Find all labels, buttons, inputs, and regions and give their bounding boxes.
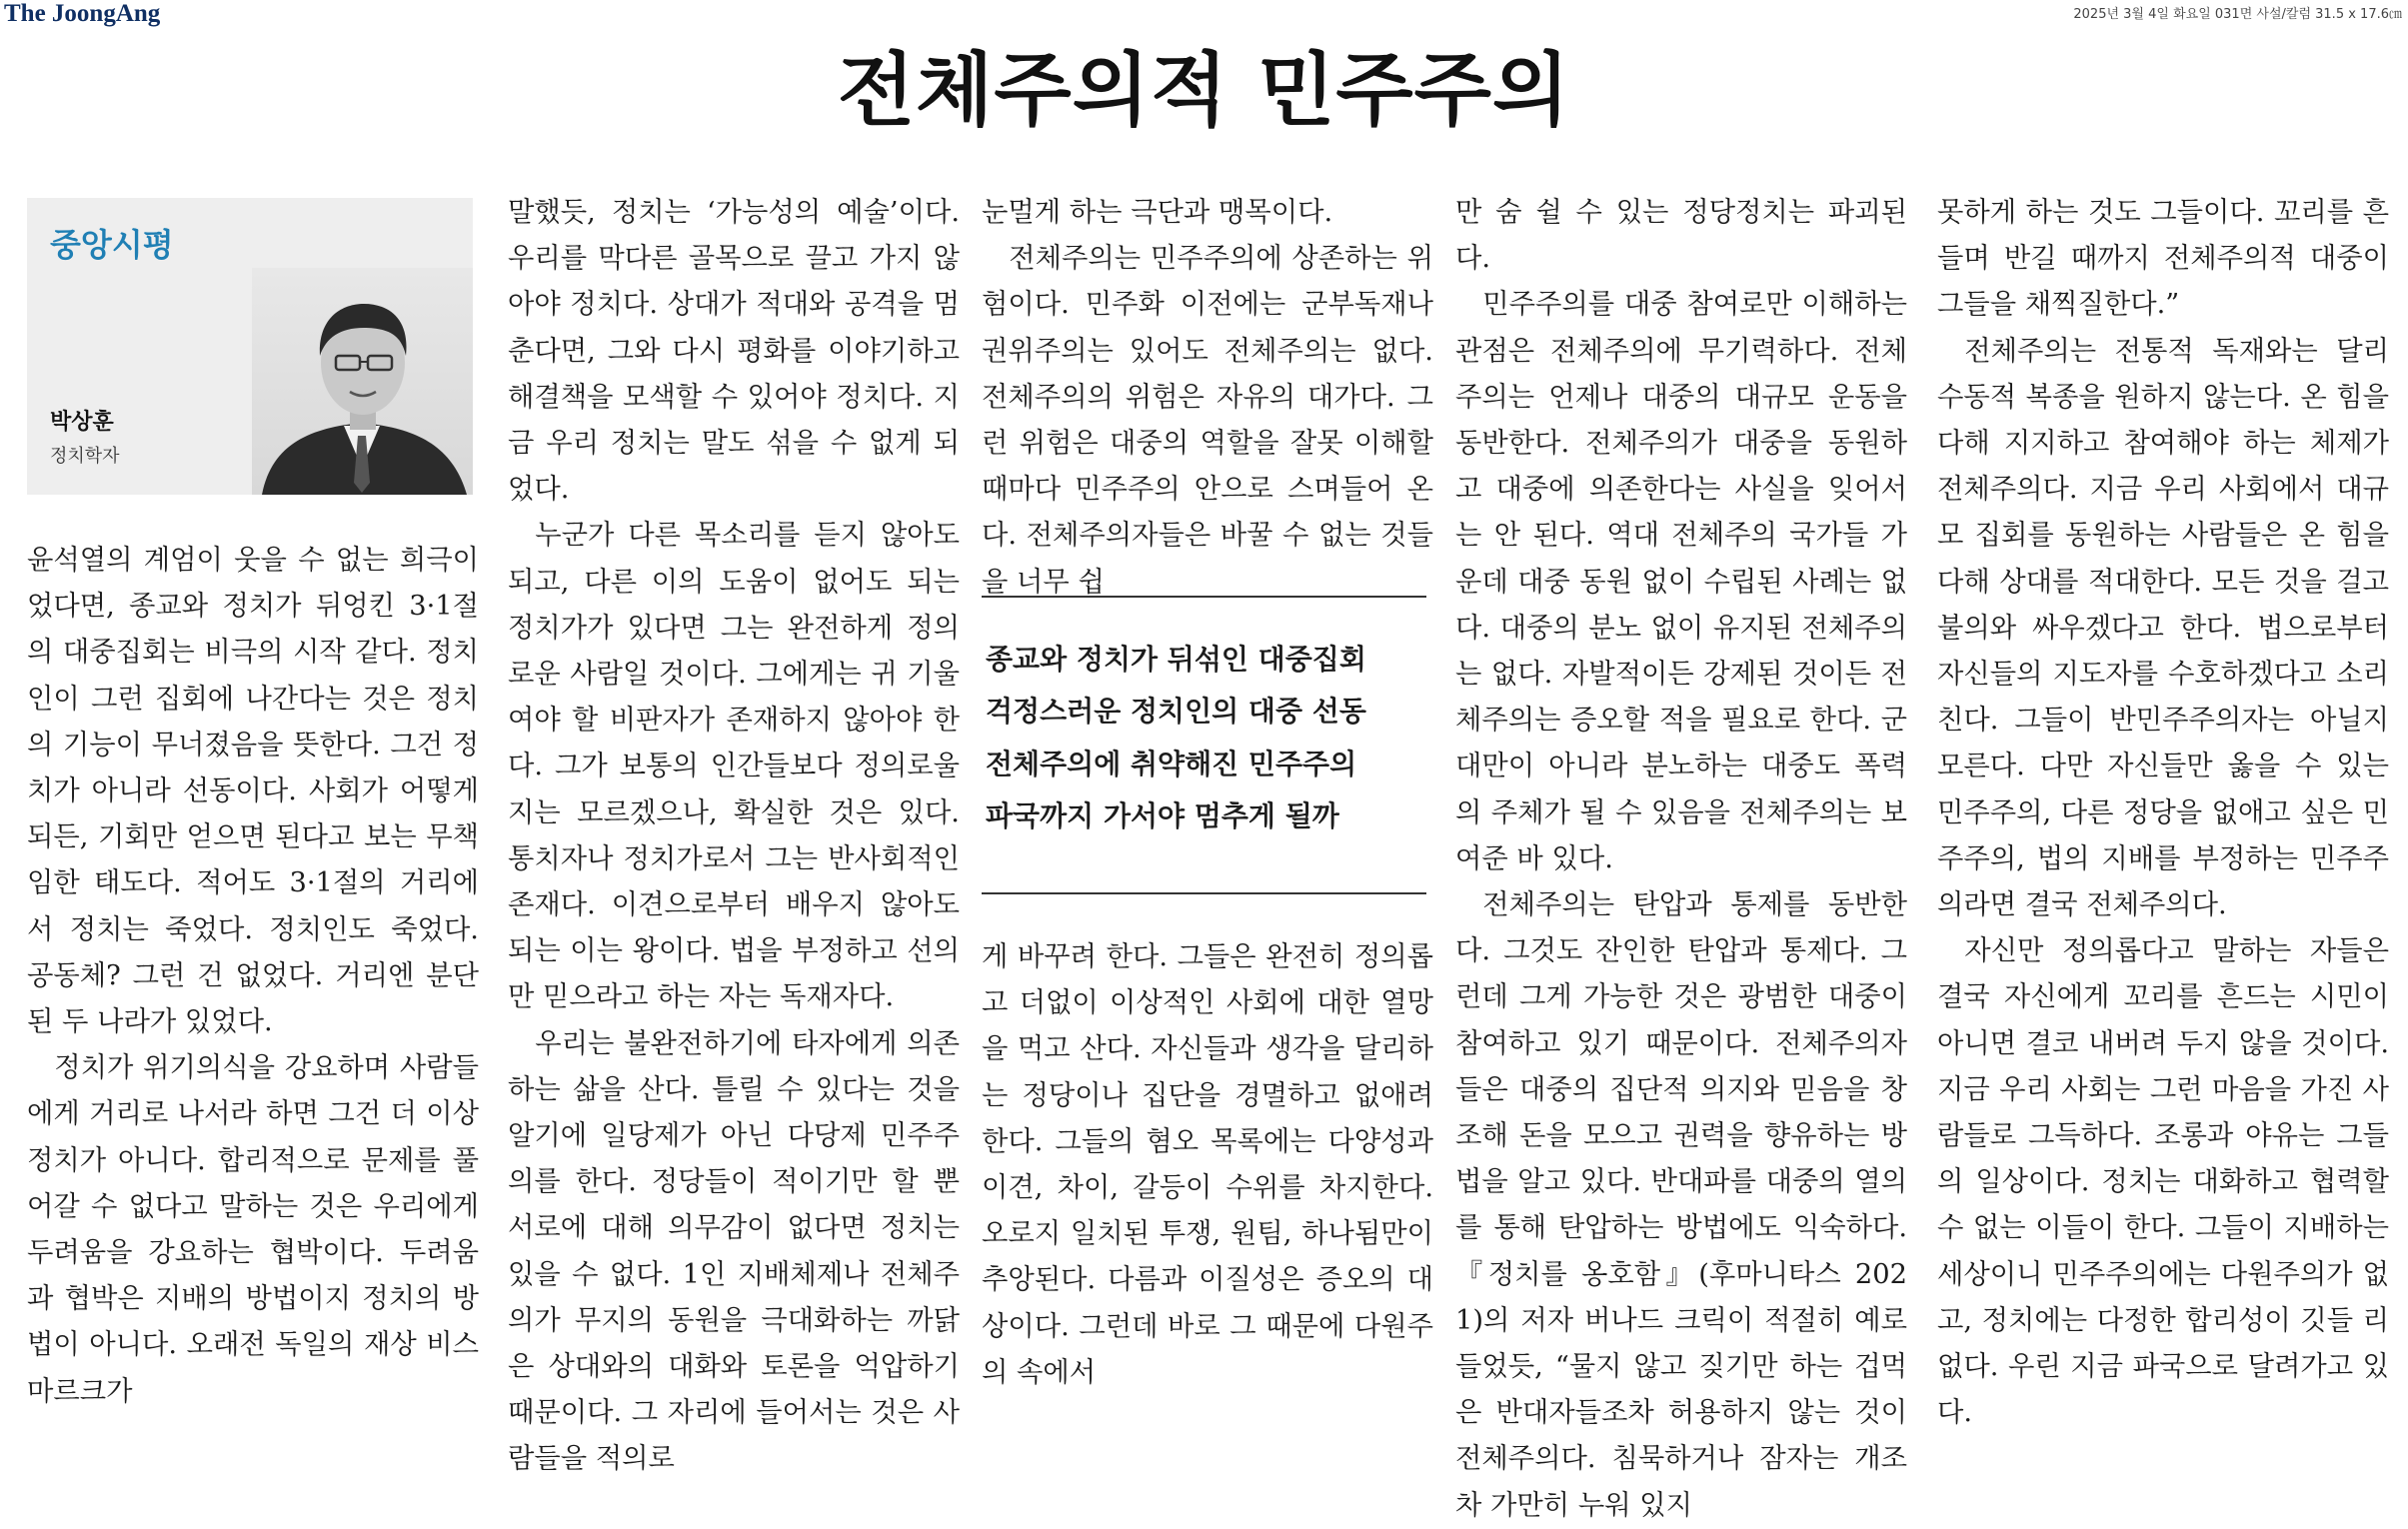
paragraph: 정치가 위기의식을 강요하며 사람들에게 거리로 나서라 하면 그건 더 이상 정치가 아니다. 합리적으로 문제를 풀어갈 수 없다고 말하는 것은 우리에게 두려움을 강요하는 협박이다. 두려움과 협박은 지배의 방법이지 정치의 방법이 아니다. 오래전 독일의 재상 비스마르크가 xyxy=(27,1052,479,1407)
paragraph: 전체주의는 탄압과 통제를 동반한다. 그것도 잔인한 탄압과 통제다. 그런데 그게 가능한 것은 광범한 대중이 참여하고 있기 때문이다. 전체주의자들은 대중의 집단적 의지와 믿음을 창조해 돈을 모으고 권력을 향유하는 방법을 알고 있다. 반대파를 대중의 열의를 통해 탄압하는 방법에도 익숙하다. 『정치를 옹호함』(후마니타스 2021)의 저자 버나드 크릭이 적절히 예로 들었듯, “물지 않고 짖기만 하는 겁먹은 반대자들조차 허용하지 않는 것이 전체주의다. 침묵하거나 잠자는 개조차 가만히 누워 있지 xyxy=(1455,889,1907,1521)
masthead xyxy=(0,0,2408,30)
pull-quote-line: 전체주의에 취약해진 민주주의 xyxy=(986,748,1357,780)
paragraph: 전체주의는 민주주의에 상존하는 위험이다. 민주화 이전에는 군부독재나 권위주의는 있어도 전체주의는 없다. 전체주의의 위험은 자유의 대가다. 그런 위험은 대중의 역할을 잘못 이해할 때마다 민주주의 안으로 스며들어 온다. 전체주의자들은 바꿀 수 없는 것들을 너무 쉽 xyxy=(982,243,1433,598)
article-column-3-top xyxy=(982,190,1433,606)
paragraph: 게 바꾸려 한다. 그들은 완전히 정의롭고 더없이 이상적인 사회에 대한 열망을 먹고 산다. 자신들과 생각을 달리하는 정당이나 집단을 경멸하고 없애려 한다. 그들의 혐오 목록에는 다양성과 이견, 차이, 갈등이 수위를 차지한다. 오로지 일치된 투쟁, 원팀, 하나됨만이 추앙된다. 다름과 이질성은 증오의 대상이다. 그런데 바로 그 때문에 다원주의 속에서 xyxy=(982,941,1433,1388)
paragraph: 눈멀게 하는 극단과 맹목이다. xyxy=(982,197,1333,228)
author-portrait-photo xyxy=(252,268,473,495)
paragraph: 못하게 하는 것도 그들이다. 꼬리를 흔들며 반길 때까지 전체주의적 대중이 그들을 채찍질한다.” xyxy=(1937,197,2389,321)
publication-info: 2025년 3월 4일 화요일 031면 사설/칼럼 31.5 x 17.6㎝ xyxy=(2073,7,2402,22)
paragraph: 말했듯, 정치는 ‘가능성의 예술’이다. 우리를 막다른 골목으로 끌고 가지 않아야 정치다. 상대가 적대와 공격을 멈춘다면, 그와 다시 평화를 이야기하고 해결책을 모색할 수 있어야 정치다. 지금 우리 정치는 말도 섞을 수 없게 되었다. xyxy=(508,197,960,506)
article-column-2 xyxy=(508,190,960,1483)
article-headline: 전체주의적 민주주의 xyxy=(837,43,1571,137)
pull-quote-line: 걱정스러운 정치인의 대중 선동 xyxy=(986,695,1366,728)
paragraph: 민주주의를 대중 참여로만 이해하는 관점은 전체주의에 무기력하다. 전체주의는 언제나 대중의 대규모 운동을 동반한다. 전체주의가 대중을 동원하고 대중에 의존한다는 사실을 잊어서는 안 된다. 역대 전체주의 국가들 가운데 대중 동원 없이 수립된 사례는 없다. 대중의 분노 없이 유지된 전체주의는 없다. 자발적이든 강제된 것이든 전체주의는 증오할 적을 필요로 한다. 군대만이 아니라 분노하는 대중도 폭력의 주체가 될 수 있음을 전체주의는 보여준 바 있다. xyxy=(1455,289,1907,874)
article-column-3-bottom xyxy=(982,934,1433,1396)
paragraph: 누군가 다른 목소리를 듣지 않아도 되고, 다른 이의 도움이 없어도 되는 정치가가 있다면 그는 완전하게 정의로운 사람일 것이다. 그에게는 귀 기울여야 할 비판자가 존재하지 않아야 한다. 그가 보통의 인간들보다 정의로울지는 모르겠으나, 확실한 것은 있다. 통치자나 정치가로서 그는 반사회적인 존재다. 이견으로부터 배우지 않아도 되는 이는 왕이다. 법을 부정하고 선의만 믿으라고 하는 자는 독재자다. xyxy=(508,520,960,1013)
article-column-4 xyxy=(1455,190,1907,1529)
pull-quote-line: 파국까지 가서야 멈추게 될까 xyxy=(986,799,1339,832)
paragraph: 만 숨 쉴 수 있는 정당정치는 파괴된다. xyxy=(1455,197,1907,275)
paragraph: 전체주의는 전통적 독재와는 달리 수동적 복종을 원하지 않는다. 온 힘을 다해 지지하고 참여해야 하는 체제가 전체주의다. 지금 우리 사회에서 대규모 집회를 동원하는 사람들은 온 힘을 다해 상대를 적대한다. 모든 것을 걸고 불의와 싸우겠다고 한다. 법으로부터 자신들의 지도자를 수호하겠다고 소리친다. 그들이 반민주주의자는 아닐지 모른다. 다만 자신들만 옳을 수 있는 민주주의, 다른 정당을 없애고 싶은 민주주의, 법의 지배를 부정하는 민주주의라면 결국 전체주의다. xyxy=(1937,335,2389,921)
paragraph: 우리는 불완전하기에 타자에게 의존하는 삶을 산다. 틀릴 수 있다는 것을 알기에 일당제가 아닌 다당제 민주주의를 한다. 정당들이 적이기만 할 뿐 서로에 대해 의무감이 없다면 정치는 있을 수 없다. 1인 지배체제나 전체주의가 무지의 동원을 극대화하는 까닭은 상대와의 대화와 토론을 억압하기 때문이다. 그 자리에 들어서는 것은 사람들을 적의로 xyxy=(508,1027,960,1475)
article-column-5 xyxy=(1937,190,2389,1436)
author-name: 박상훈 xyxy=(50,410,114,435)
paragraph: 윤석열의 계엄이 웃을 수 없는 희극이었다면, 종교와 정치가 뒤엉킨 3·1절의 대중집회는 비극의 시작 같다. 정치인이 그런 집회에 나간다는 것은 정치의 기능이 무너졌음을 뜻한다. 그건 정치가 아니라 선동이다. 사회가 어떻게 되든, 기회만 얻으면 된다고 보는 무책임한 태도다. 적어도 3·1절의 거리에서 정치는 죽었다. 정치인도 죽었다. 공동체? 그런 건 없었다. 거리엔 분단된 두 나라가 있었다. xyxy=(27,545,479,1038)
pull-quote xyxy=(982,596,1426,894)
column-header-box xyxy=(27,198,473,495)
column-name: 중앙시평 xyxy=(50,226,174,264)
paragraph: 자신만 정의롭다고 말하는 자들은 결국 자신에게 꼬리를 흔드는 시민이 아니면 결코 내버려 두지 않을 것이다. 지금 우리 사회는 그런 마음을 가진 사람들로 그득하다. 조롱과 야유는 그들의 일상이다. 정치는 대화하고 협력할 수 없는 이들이 한다. 그들이 지배하는 세상이니 민주주의에는 다원주의가 없고, 정치에는 다정한 합리성이 깃들 리 없다. 우린 지금 파국으로 달려가고 있다. xyxy=(1937,935,2389,1429)
newspaper-logo: The JoongAng xyxy=(4,0,161,27)
pull-quote-line: 종교와 정치가 뒤섞인 대중집회 xyxy=(986,643,1366,676)
article-column-1 xyxy=(27,538,479,1415)
author-title: 정치학자 xyxy=(50,446,120,467)
